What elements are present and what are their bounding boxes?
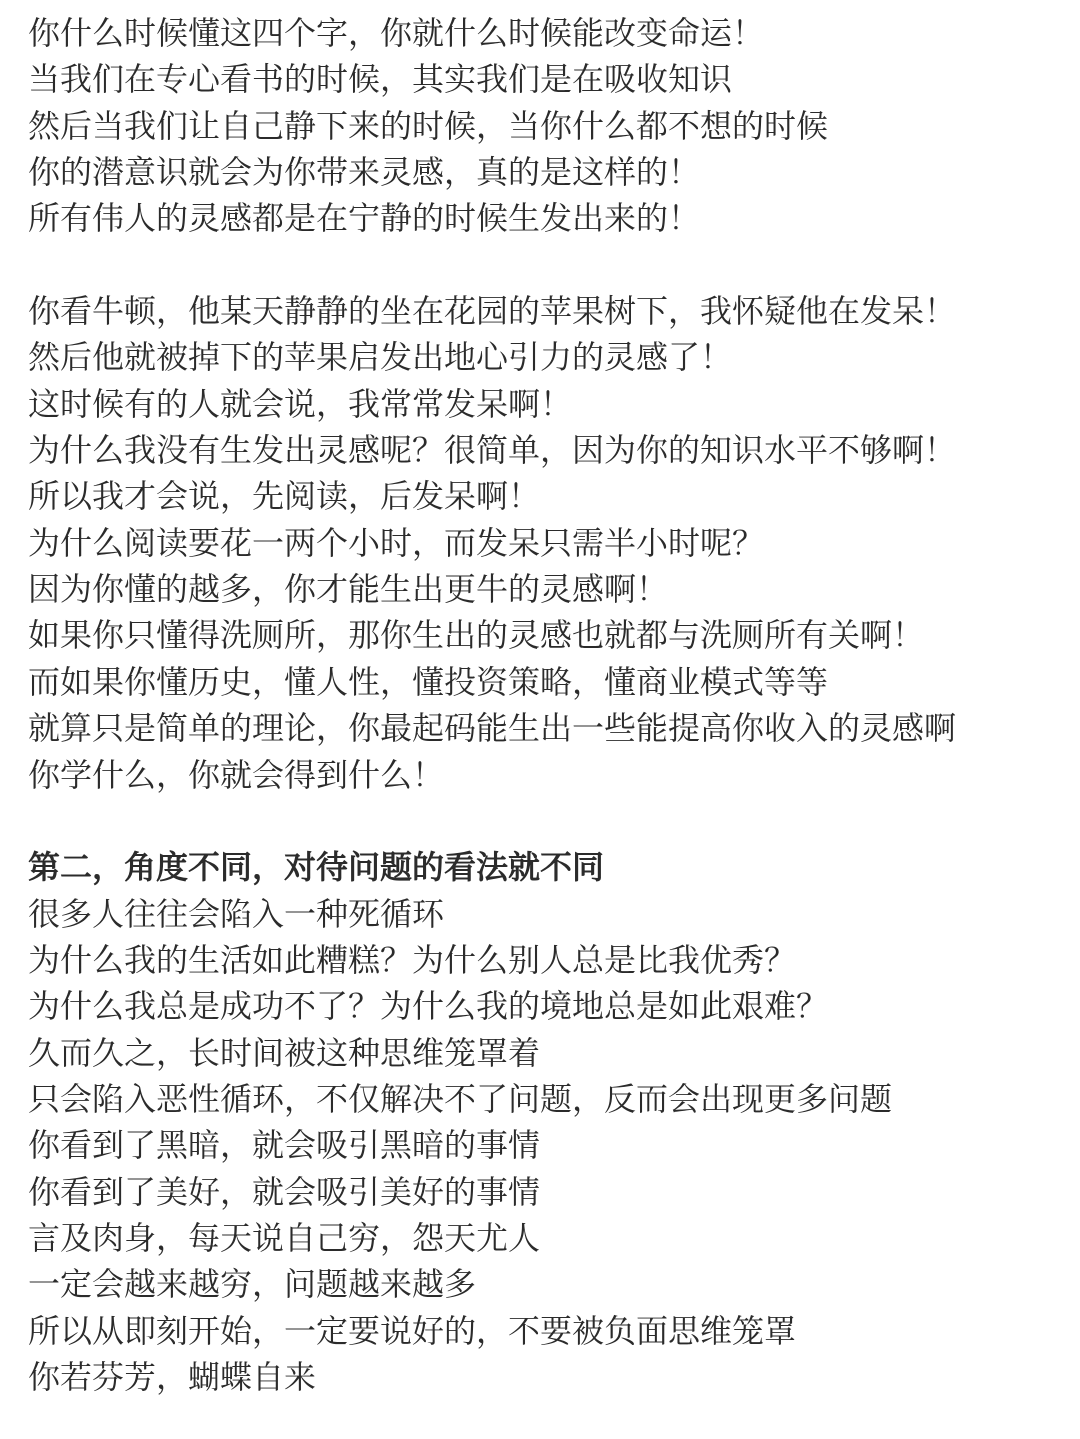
text-line: 你看到了黑暗，就会吸引黑暗的事情 (28, 1126, 541, 1165)
article-body (28, 10, 1078, 1400)
text-line: 你看到了美好，就会吸引美好的事情 (28, 1172, 541, 1211)
text-line: 为什么我没有生发出灵感呢？很简单，因为你的知识水平不够啊！ (28, 431, 957, 470)
text-line: 然后当我们让自己静下来的时候，当你什么都不想的时候 (28, 106, 829, 145)
text-line: 而如果你懂历史，懂人性，懂投资策略，懂商业模式等等 (28, 662, 829, 701)
text-line: 当我们在专心看书的时候，其实我们是在吸收知识 (28, 60, 733, 99)
text-line: 为什么我的生活如此糟糕？为什么别人总是比我优秀？ (28, 940, 797, 979)
text-line: 所以从即刻开始，一定要说好的，不要被负面思维笼罩 (28, 1311, 797, 1350)
text-line: 为什么我总是成功不了？为什么我的境地总是如此艰难？ (28, 987, 829, 1026)
text-line: 为什么阅读要花一两个小时，而发呆只需半小时呢？ (28, 523, 765, 562)
text-line: 言及肉身，每天说自己穷，怨天尤人 (28, 1218, 541, 1257)
text-line: 很多人往往会陷入一种死循环 (28, 894, 445, 933)
section-heading: 第二，角度不同，对待问题的看法就不同 (28, 848, 605, 887)
blank-line (28, 242, 1078, 288)
text-line: 如果你只懂得洗厕所，那你生出的灵感也就都与洗厕所有关啊！ (28, 616, 925, 655)
text-line: 你什么时候懂这四个字，你就什么时候能改变命运！ (28, 14, 765, 52)
text-line: 你若芬芳，蝴蝶自来 (28, 1357, 317, 1396)
text-line: 所以我才会说，先阅读，后发呆啊！ (28, 477, 541, 516)
text-line: 你的潜意识就会为你带来灵感，真的是这样的！ (28, 153, 701, 192)
text-line: 一定会越来越穷，问题越来越多 (28, 1265, 477, 1304)
text-line: 只会陷入恶性循环，不仅解决不了问题，反而会出现更多问题 (28, 1079, 893, 1118)
text-line: 你看牛顿，他某天静静的坐在花园的苹果树下，我怀疑他在发呆！ (28, 292, 957, 331)
blank-line (28, 798, 1078, 844)
text-line: 久而久之，长时间被这种思维笼罩着 (28, 1033, 541, 1072)
text-line: 你学什么，你就会得到什么！ (28, 755, 445, 794)
text-line: 就算只是简单的理论，你最起码能生出一些能提高你收入的灵感啊 (28, 709, 957, 748)
text-line: 这时候有的人就会说，我常常发呆啊！ (28, 384, 573, 423)
text-line: 然后他就被掉下的苹果启发出地心引力的灵感了！ (28, 338, 733, 377)
text-line: 所有伟人的灵感都是在宁静的时候生发出来的！ (28, 199, 701, 238)
text-line: 因为你懂的越多，你才能生出更牛的灵感啊！ (28, 570, 669, 609)
